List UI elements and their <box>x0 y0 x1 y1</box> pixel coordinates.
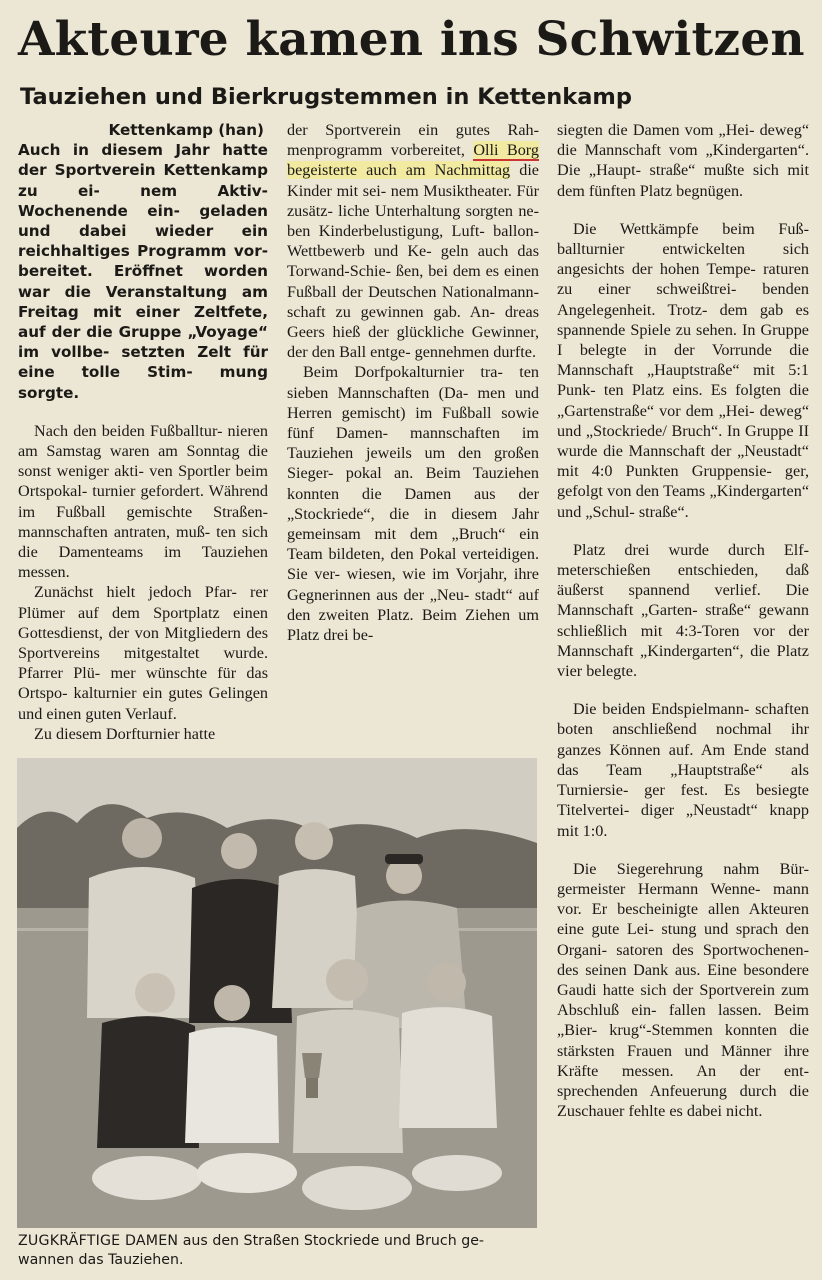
article-column-2 <box>287 120 539 645</box>
team-photo-illustration <box>17 758 537 1228</box>
paragraph: Zunächst hielt jedoch Pfar- rer Plümer auf dem Sportplatz einen Gottesdienst, der von Mitgliedern des Sportvereins mitgestaltet wurde. Pfarrer Plü- mer wünschte für das Ortspo- kalturnier ein gutes Gelingen und einen guten Verlauf. <box>18 583 268 723</box>
text-span: der Sportverein ein gutes Rah- menprogramm vorbereitet, <box>287 121 539 160</box>
article-subheadline: Tauziehen und Bierkrugstemmen in Kettenkamp <box>20 84 632 110</box>
article-headline: Akteure kamen ins Schwitzen <box>18 12 805 67</box>
team-photo <box>17 758 537 1228</box>
paragraph: Beim Dorfpokalturnier tra- ten sieben Mannschaften (Da- men und Herren gemischt) im Fußball sowie fünf Damen- mannschaften im Tauziehen jeweils um den großen Sieger- pokal an. Beim Tauziehen konnten die Damen aus der „Stockriede“, die in diesem Jahr gemeinsam mit dem „Bruch“ ein Team bildeten, den Pokal verteidigen. Sie ver- wiesen, wie im Vorjahr, ihre Gegnerinnen aus der „Neu- stadt“ auf den zweiten Platz. Beim Ziehen um Platz drei be- <box>287 363 539 645</box>
paragraph: Die beiden Endspielmann- schaften boten anschließend nochmal ihr ganzes Können auf. Am Ende stand das Team „Hauptstraße“ als Turniersie- ger fest. Es besiegte Titelvertei- diger „Neustadt“ knapp mit 1:0. <box>557 700 809 840</box>
paragraph <box>287 120 539 362</box>
article-lead <box>18 120 268 403</box>
text-span: die Kinder mit sei- nem Musiktheater. Für zusätz- liche Unterhaltung sorgten ne- ben Kinderbelustigung, Luft- ballon-Wettbewerb und Ke- geln auch das Torwand-Schie- ßen, bei dem es einen Fußball der Deutschen Nationalmann- schaft zu gewinnen gab. An- dreas Geers hieß der glückliche Gewinner, der den Ball entge- gennehmen durfte. <box>287 161 539 362</box>
dateline: Kettenkamp (han) <box>108 121 264 139</box>
caption-text: aus den Straßen Stockriede und Bruch ge- wannen das Tauziehen. <box>18 1233 485 1268</box>
paragraph: Platz drei wurde durch Elf- meterschießen entschieden, daß äußerst spannend verlief. Die Mannschaft „Garten- straße“ gewann schließlich mit 4:3-Toren vor der Mannschaft „Kindergarten“, die Platz vier belegte. <box>557 540 809 681</box>
paragraph: siegten die Damen vom „Hei- deweg“ die Mannschaft vom „Kindergarten“. Die „Haupt- straße“ mußte sich mit dem fünften Platz begnügen. <box>557 121 809 200</box>
paragraph: Die Wettkämpfe beim Fuß- ballturnier entwickelten sich angesichts der hohen Tempe- raturen zu einer schweißtrei- benden Angelegenheit. Trotz- dem gab es spannende Spiele zu sehen. In Gruppe I belegte in der Vorrunde die Mannschaft „Hauptstraße“ mit 5:1 Punk- ten Platz eins. Es folgten die „Gartenstraße“ vor dem „Hei- deweg“ und „Stockriede/ Bruch“. In Gruppe II wurde die Mannschaft der „Neustadt“ mit 4:0 Punkten Gruppensie- ger, gefolgt von den Teams „Kindergarten“ und „Schul- straße“. <box>557 219 809 521</box>
article-column-3 <box>557 120 809 1121</box>
highlighted-text: begeisterte auch am Nachmittag <box>287 161 511 180</box>
paragraph: Nach den beiden Fußballtur- nieren am Samstag waren am Sonntag die sonst weniger akti- ven Sportler beim Ortspokal- turnier gefordert. Während im Fußball gemischte Straßen- mannschaften antraten, muß- ten sich die Damenteams im Tauziehen messen. <box>18 421 268 582</box>
lead-text: Auch in diesem Jahr hatte der Sportverein Kettenkamp zu ei- nem Aktiv-Wochenende ein- geladen und dabei wieder ein reichhaltiges Programm vor- bereitet. Eröffnet worden war die Veranstaltung am Freitag mit einer Zeltfete, auf der die Gruppe „Voyage“ im vollbe- setzten Zelt für eine tolle Stim- mung sorgte. <box>18 141 268 402</box>
paragraph: Zu diesem Dorfturnier hatte <box>34 724 216 743</box>
article-column-1 <box>18 120 268 744</box>
paragraph: Die Siegerehrung nahm Bür- germeister Hermann Wenne- mann vor. Er bescheinigte allen Akteuren eine gute Lei- stung und sprach den Organi- satoren des Sportwochenen- des seinen Dank aus. Eine besondere Gaudi hatte sich der Sportverein zum Abschluß ein- fallen lassen. Beim „Bier- krug“-Stemmen konnten die stärksten Frauen und Männer ihre Kräfte messen. An der ent- sprechenden Anfeuerung durch die Zuschauer fehlte es dabei nicht. <box>557 859 809 1121</box>
photo-caption <box>18 1232 538 1270</box>
highlighted-name: Olli Borg <box>473 141 539 160</box>
caption-lead: ZUGKRÄFTIGE DAMEN <box>18 1233 179 1249</box>
